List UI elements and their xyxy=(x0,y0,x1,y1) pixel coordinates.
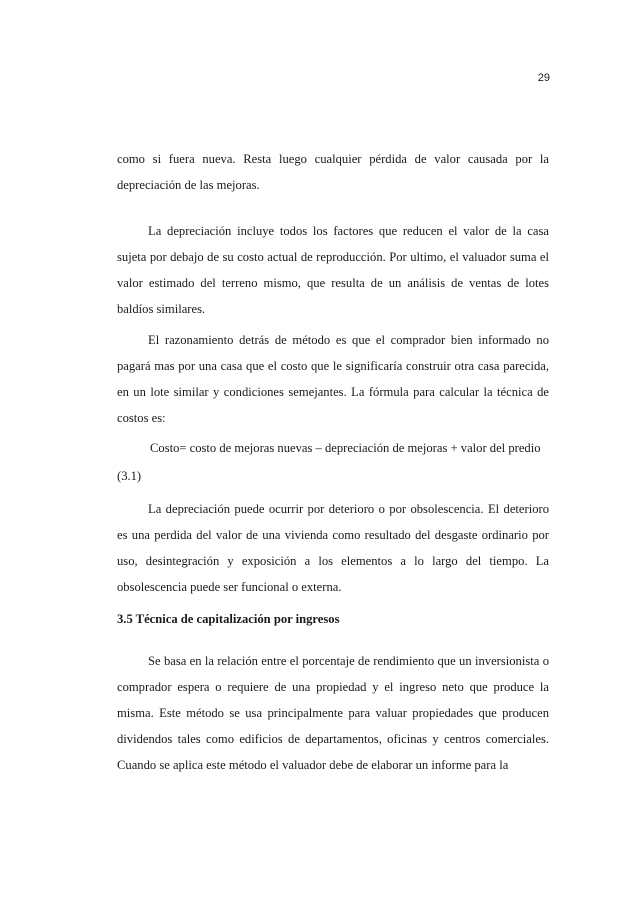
page-number: 29 xyxy=(537,72,550,84)
paragraph-obsolescence: La depreciación puede ocurrir por deterioro o por obsolescencia. El deterioro es una perdida del valor de una vivienda como resultado del desgaste ordinario por uso, desintegración y exposición a los elementos a lo largo del tiempo. La obsolescencia puede ser funcional o externa. xyxy=(117,502,549,594)
section-heading: 3.5 Técnica de capitalización por ingresos xyxy=(117,612,340,626)
formula-number: (3.1) xyxy=(117,469,142,483)
cost-formula: Costo= costo de mejoras nuevas – depreciación de mejoras + valor del predio xyxy=(150,441,541,455)
paragraph-depreciation: La depreciación incluye todos los factores que reducen el valor de la casa sujeta por debajo de su costo actual de reproducción. Por ultimo, el valuador suma el valor estimado del terreno mismo, que resulta de un análisis de ventas de lotes baldíos similares. xyxy=(117,224,549,316)
paragraph-income-capitalization: Se basa en la relación entre el porcentaje de rendimiento que un inversionista o comprador espera o requiere de una propiedad y el ingreso neto que produce la misma. Este método se usa principalmente para valuar propiedades que producen dividendos tales como edificios de departamentos, oficinas y centros comerciales. Cuando se aplica este método el valuador debe de elaborar un informe para la xyxy=(117,654,549,772)
paragraph-reasoning: El razonamiento detrás de método es que el comprador bien informado no pagará mas por una casa que el costo que le significaría construir otra casa parecida, en un lote similar y condiciones semejantes. La fórmula para calcular la técnica de costos es: xyxy=(117,333,549,425)
paragraph-continuation: como si fuera nueva. Resta luego cualquier pérdida de valor causada por la depreciación de las mejoras. xyxy=(117,152,549,192)
